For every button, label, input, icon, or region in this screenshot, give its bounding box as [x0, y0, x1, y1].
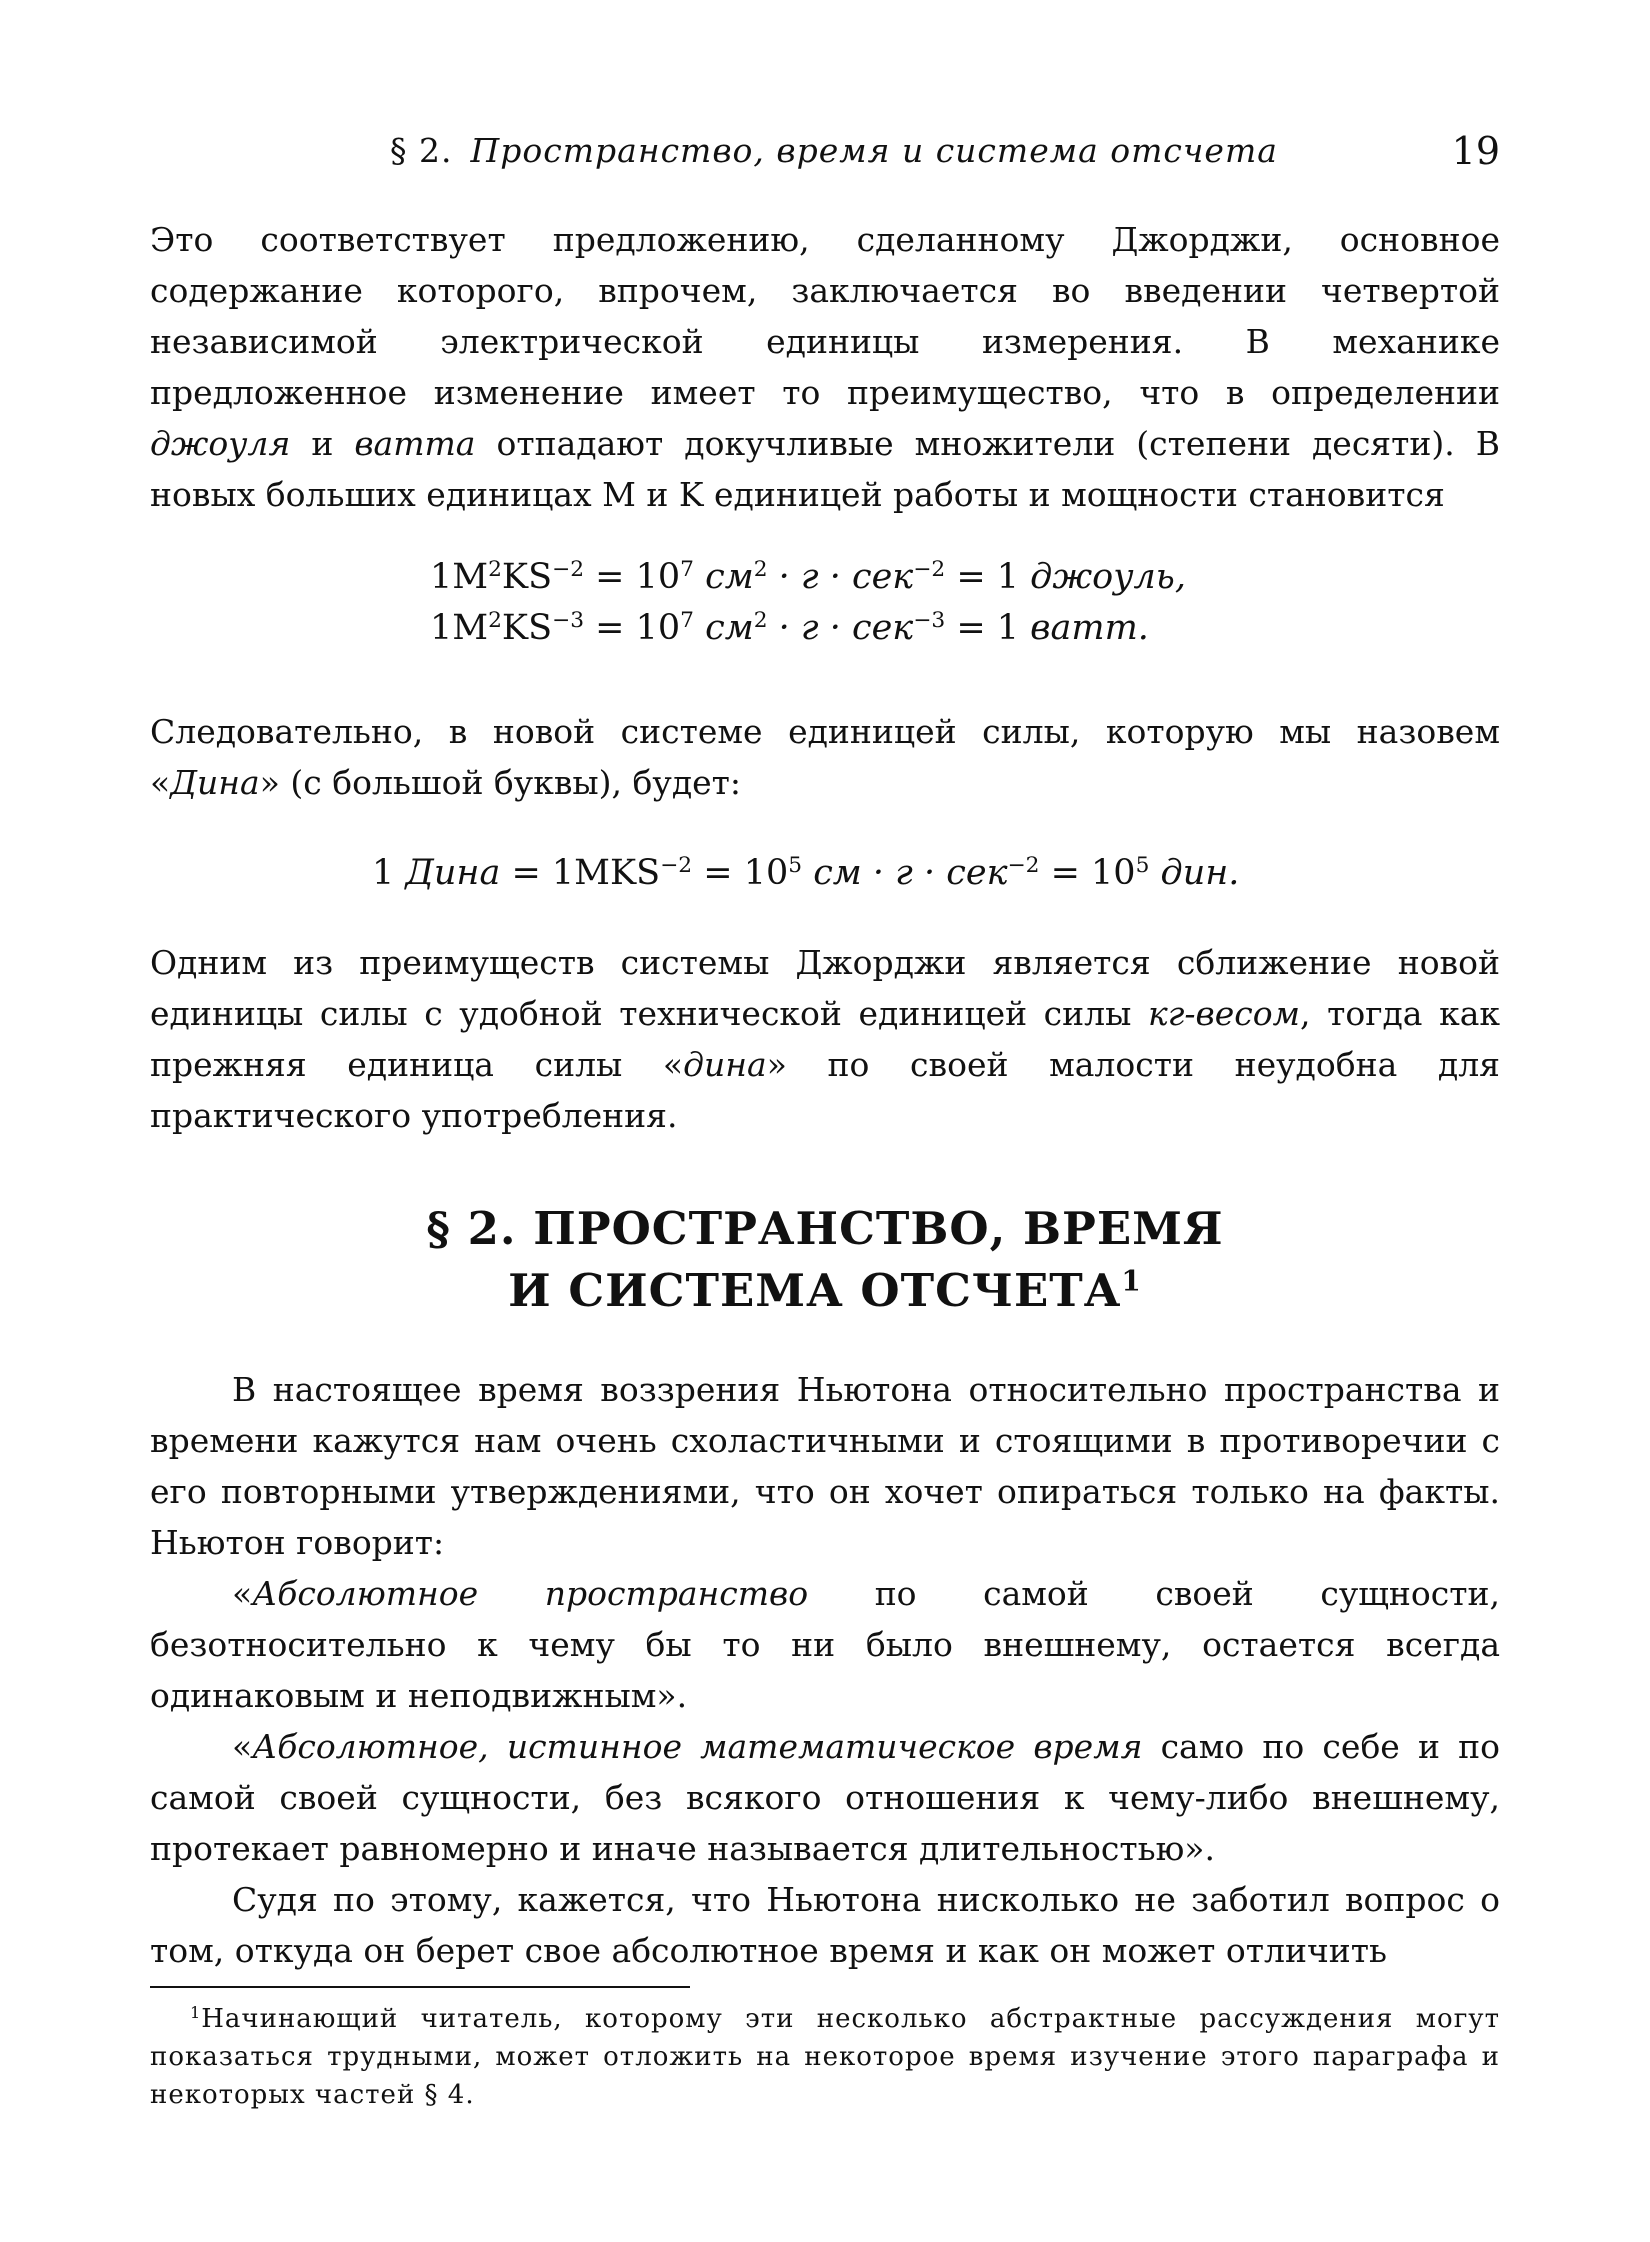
eq-unit: см — [693, 557, 754, 597]
running-head-text: Пространство, время и система отсчета — [470, 131, 1278, 170]
eq-term: 1M — [430, 608, 489, 648]
quote-absolute-space — [150, 1568, 1500, 1721]
para1-text-a: Это соответствует предложению, сделанному Джорджи, основное содержание которого, впрочем, заключается во введении четвертой независимой электрической единицы измерения. В механике предложенное изменение имеет то преимущество, что в определении — [150, 220, 1500, 412]
eq-term: = 10 — [692, 853, 789, 893]
eq-exponent: 2 — [488, 557, 502, 583]
eq-exponent: 2 — [753, 608, 768, 634]
eq-unit: · г · сек — [767, 608, 914, 648]
eq-exponent: −2 — [552, 557, 585, 583]
eq-term: = 1MKS — [500, 853, 661, 893]
term-absolute-space: Абсолютное пространство — [252, 1574, 809, 1613]
footnote — [150, 2000, 1500, 2114]
eq-term: KS — [501, 608, 553, 648]
term-dina: дина — [683, 1045, 767, 1084]
eq-unit-joule: джоуль, — [1030, 557, 1186, 597]
eq-exponent: 5 — [1135, 853, 1150, 879]
quote-absolute-time — [150, 1721, 1500, 1874]
equation-joule — [0, 552, 1650, 603]
footnote-text: Начинающий читатель, которому эти несколько абстрактные рассуждения могут показаться трудными, может отложить на некоторое время изучение этого параграфа и некоторых частей § 4. — [150, 2004, 1500, 2110]
section-heading-line1: § 2. ПРОСТРАНСТВО, ВРЕМЯ — [426, 1202, 1224, 1255]
eq-term: KS — [501, 557, 553, 597]
eq-term: = 1 — [945, 557, 1031, 597]
section-heading — [150, 1198, 1500, 1322]
para3-text-b: , тогда как прежняя единица силы « — [150, 994, 1500, 1084]
running-head — [150, 126, 1500, 176]
paragraph-georgi-proposal — [150, 214, 1500, 520]
eq-term: = 10 — [1039, 853, 1136, 893]
eq-exponent: 5 — [788, 853, 803, 879]
quote-mark: « — [232, 1574, 253, 1613]
quote-text: само по себе и по самой своей сущности, без всякого отношения к чему-либо внешнему, протекает равномерно и иначе называется длительностью». — [150, 1727, 1500, 1868]
running-head-title — [390, 126, 1278, 176]
section2-paragraph-1: В настоящее время воззрения Ньютона относительно пространства и времени кажутся нам очень схоластичными и стоящими в противоречии с его повторными утверждениями, что он хочет опираться только на факты. Ньютон говорит: — [150, 1370, 1500, 1562]
footnote-mark: 1 — [190, 2003, 202, 2023]
footnote-paragraph — [150, 2000, 1500, 2114]
eq-exponent: −2 — [660, 853, 693, 879]
eq-term: 1M — [430, 557, 489, 597]
para3-text-c: » по своей малости неудобна для практического употребления. — [150, 1045, 1500, 1135]
eq-unit-dyne: дин. — [1149, 853, 1240, 893]
term-dina-capital: Дина — [170, 763, 260, 802]
eq-term: = 10 — [584, 557, 681, 597]
paragraph-georgi-advantage — [150, 937, 1500, 1141]
quote-mark: « — [232, 1727, 253, 1766]
footnote-ref: 1 — [1121, 1264, 1142, 1298]
eq-unit: см · г · сек — [802, 853, 1008, 893]
paragraph-new-force-unit — [150, 706, 1500, 808]
eq-term: = 10 — [584, 608, 681, 648]
term-absolute-time: Абсолютное, истинное математическое время — [252, 1727, 1143, 1766]
term-kg-weight: кг-весом — [1148, 994, 1300, 1033]
section-heading-line2: И СИСТЕМА ОТСЧЕТА — [508, 1264, 1122, 1317]
term-joule: джоуля — [150, 424, 291, 463]
equation-dina — [0, 848, 1650, 899]
equation-watt — [0, 603, 1650, 654]
para2-text-b: » (с большой буквы), будет: — [259, 763, 742, 802]
eq-exponent: −2 — [1007, 853, 1040, 879]
eq-exponent: −2 — [913, 557, 946, 583]
eq-term: = 1 — [945, 608, 1031, 648]
eq-exponent: −3 — [552, 608, 585, 634]
eq-exponent: 2 — [488, 608, 502, 634]
para2-text-a: Следовательно, в новой системе единицей силы, которую мы назовем « — [150, 712, 1500, 802]
equation-dina-line — [0, 848, 1650, 899]
para3-text-a: Одним из преимуществ системы Джорджи является сближение новой единицы силы с удобной технической единицей силы — [150, 943, 1500, 1033]
eq-exponent: −3 — [913, 608, 946, 634]
equation-work-power — [0, 552, 1650, 654]
running-head-section-mark: § 2. — [390, 131, 453, 170]
section2-paragraph-4: Судя по этому, кажется, что Ньютона нисколько не заботил вопрос о том, откуда он берет свое абсолютное время и как он может отличить — [150, 1880, 1500, 1970]
quote-text: по самой своей сущности, безотносительно к чему бы то ни было внешнему, остается всегда одинаковым и неподвижным». — [150, 1574, 1501, 1715]
section2-body — [150, 1364, 1500, 1976]
eq-term: 1 — [372, 853, 406, 893]
eq-unit: см — [693, 608, 754, 648]
eq-exponent: 7 — [680, 608, 694, 634]
term-watt: ватта — [354, 424, 476, 463]
footnote-rule — [150, 1986, 690, 1988]
section-heading-line2-wrap — [150, 1260, 1500, 1322]
eq-unit: · г · сек — [767, 557, 914, 597]
page-number: 19 — [1451, 129, 1500, 173]
eq-unit-watt: ватт. — [1030, 608, 1149, 648]
para1-text-b: отпадают докучливые множители (степени десяти). В новых больших единицах M и K единицей работы и мощности становится — [150, 424, 1500, 514]
eq-exponent: 7 — [680, 557, 694, 583]
eq-exponent: 2 — [753, 557, 768, 583]
para1-and: и — [290, 424, 355, 463]
eq-unit-dina: Дина — [405, 853, 501, 893]
